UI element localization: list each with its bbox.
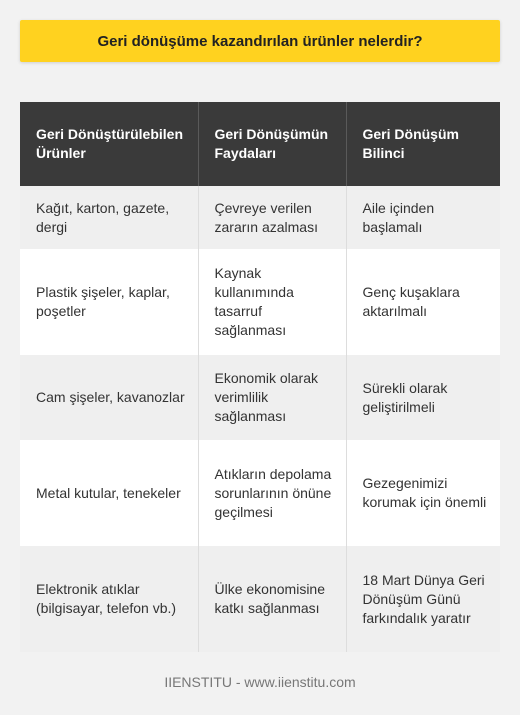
table-row bbox=[20, 440, 500, 546]
table-row bbox=[20, 355, 500, 440]
cell-awareness: Sürekli olarak geliştirilmeli bbox=[346, 355, 500, 440]
page-title: Geri dönüşüme kazandırılan ürünler nelerdir? bbox=[20, 20, 500, 62]
footer-credit: IIENSTITU - www.iienstitu.com bbox=[164, 674, 356, 690]
table-row bbox=[20, 546, 500, 652]
table-header-row bbox=[20, 102, 500, 186]
cell-benefit: Ekonomik olarak verimlilik sağlanması bbox=[198, 355, 346, 440]
recycling-table bbox=[20, 102, 500, 652]
cell-benefit: Ülke ekonomisine katkı sağlanması bbox=[198, 546, 346, 652]
cell-benefit: Atıkların depolama sorunlarının önüne geçilmesi bbox=[198, 440, 346, 546]
cell-awareness: Gezegenimizi korumak için önemli bbox=[346, 440, 500, 546]
cell-product: Elektronik atıklar (bilgisayar, telefon vb.) bbox=[20, 546, 198, 652]
header-benefits: Geri Dönüşümün Faydaları bbox=[198, 102, 346, 186]
table-row bbox=[20, 186, 500, 249]
cell-awareness: Genç kuşaklara aktarılmalı bbox=[346, 249, 500, 355]
cell-awareness: 18 Mart Dünya Geri Dönüşüm Günü farkındalık yaratır bbox=[346, 546, 500, 652]
cell-awareness: Aile içinden başlamalı bbox=[346, 186, 500, 249]
cell-benefit: Kaynak kullanımında tasarruf sağlanması bbox=[198, 249, 346, 355]
cell-benefit: Çevreye verilen zararın azalması bbox=[198, 186, 346, 249]
table-row bbox=[20, 249, 500, 355]
header-recyclable-products: Geri Dönüştürülebilen Ürünler bbox=[20, 102, 198, 186]
cell-product: Plastik şişeler, kaplar, poşetler bbox=[20, 249, 198, 355]
cell-product: Cam şişeler, kavanozlar bbox=[20, 355, 198, 440]
cell-product: Kağıt, karton, gazete, dergi bbox=[20, 186, 198, 249]
cell-product: Metal kutular, tenekeler bbox=[20, 440, 198, 546]
header-awareness: Geri Dönüşüm Bilinci bbox=[346, 102, 500, 186]
